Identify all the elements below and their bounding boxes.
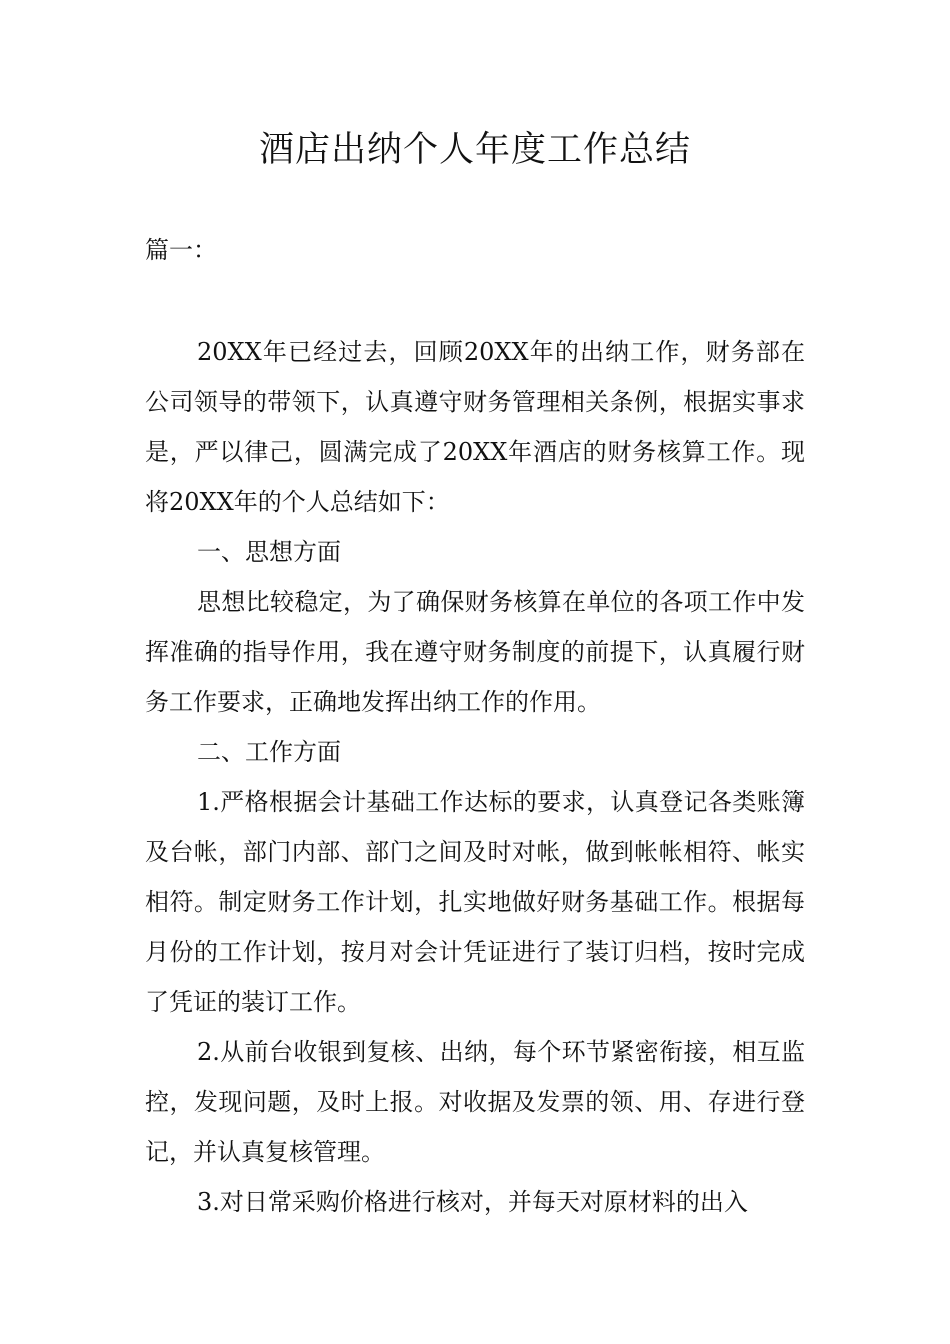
heading-work: 二、工作方面	[197, 738, 341, 766]
paragraph-work-item-3: 3.对日常采购价格进行核对，并每天对原材料的出入	[197, 1188, 748, 1216]
paragraph-work-item-2: 2.从前台收银到复核、出纳，每个环节紧密衔接，相互监控，发现问题，及时上报。对收据及发票的领、用、存进行登记，并认真复核管理。	[145, 1038, 805, 1166]
paragraph-work-item-1: 1.严格根据会计基础工作达标的要求，认真登记各类账簿及台帐，部门内部、部门之间及时对帐，做到帐帐相符、帐实相符。制定财务工作计划，扎实地做好财务基础工作。根据每月份的工作计划，按月对会计凭证进行了装订归档，按时完成了凭证的装订工作。	[145, 788, 805, 1016]
heading-ideology: 一、思想方面	[197, 538, 341, 566]
document-title: 酒店出纳个人年度工作总结	[258, 130, 691, 170]
paragraph-ideology: 思想比较稳定，为了确保财务核算在单位的各项工作中发挥准确的指导作用，我在遵守财务制度的前提下，认真履行财务工作要求，正确地发挥出纳工作的作用。	[145, 588, 805, 716]
document-body	[145, 327, 805, 1227]
section-label: 篇一：	[145, 236, 217, 264]
paragraph-intro: 20XX年已经过去，回顾20XX年的出纳工作，财务部在公司领导的带领下，认真遵守财务管理相关条例，根据实事求是，严以律己，圆满完成了20XX年酒店的财务核算工作。现将20XX年的个人总结如下：	[145, 338, 805, 516]
